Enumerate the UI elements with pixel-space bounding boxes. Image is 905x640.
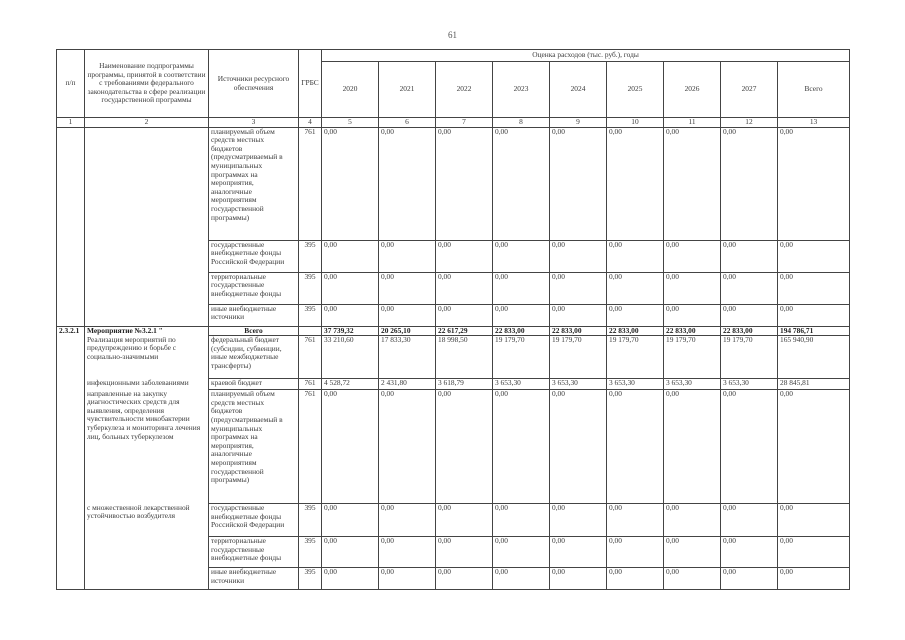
value-cell: 3 653,30: [550, 379, 607, 390]
value-cell: 0,00: [664, 568, 721, 590]
source-cell: краевой бюджет: [209, 379, 299, 390]
value-cell: 22 833,00: [550, 326, 607, 336]
value-cell: 0,00: [379, 504, 436, 537]
value-cell: 0,00: [379, 568, 436, 590]
value-cell: 19 179,70: [664, 336, 721, 379]
value-cell: 22 833,00: [664, 326, 721, 336]
value-cell: 0,00: [607, 568, 664, 590]
source-cell: планируемый объем средств местных бюджетов (предусматриваемый в муниципальных программах на мероприятия, аналогичные мероприятиям государственной программы): [209, 390, 299, 504]
value-cell: 0,00: [322, 272, 379, 304]
header-year: 2021: [379, 62, 436, 118]
value-cell: 0,00: [379, 537, 436, 568]
value-cell: 0,00: [607, 537, 664, 568]
measure-name-part: Мероприятие №3.2.1 ": [85, 326, 209, 336]
header-name: Наименование подпрограммы программы, принятой в соответствии с требованиями федерального законодательства в сфере реализации государственной программы: [85, 50, 209, 118]
value-cell: 0,00: [436, 504, 493, 537]
value-cell: 22 833,00: [493, 326, 550, 336]
value-cell: 0,00: [379, 272, 436, 304]
value-cell: 0,00: [550, 240, 607, 272]
table-row: [57, 390, 850, 504]
value-cell: 3 653,30: [664, 379, 721, 390]
value-cell: 0,00: [721, 127, 778, 240]
value-cell: 0,00: [322, 127, 379, 240]
value-cell: 28 845,81: [778, 379, 850, 390]
value-cell: 0,00: [436, 390, 493, 504]
value-cell: 0,00: [322, 537, 379, 568]
value-cell: 0,00: [721, 304, 778, 326]
value-cell: 3 653,30: [721, 379, 778, 390]
header-num: п/п: [57, 50, 85, 118]
value-cell: 194 786,71: [778, 326, 850, 336]
grbs-cell: 395: [299, 272, 322, 304]
header-total: Всего: [778, 62, 850, 118]
value-cell: 20 265,10: [379, 326, 436, 336]
value-cell: 0,00: [721, 537, 778, 568]
grbs-cell: 395: [299, 304, 322, 326]
source-cell: территориальные государственные внебюджетные фонды: [209, 537, 299, 568]
column-number: 8: [493, 118, 550, 128]
value-cell: 0,00: [721, 504, 778, 537]
value-cell: 0,00: [550, 272, 607, 304]
column-number: 9: [550, 118, 607, 128]
source-cell: территориальные государственные внебюджетные фонды: [209, 272, 299, 304]
grbs-cell: 761: [299, 379, 322, 390]
header-grbs: ГРБС: [299, 50, 322, 118]
measure-name-part: инфекционными заболеваниями: [85, 379, 209, 390]
value-cell: 0,00: [550, 537, 607, 568]
column-number: 2: [85, 118, 209, 128]
value-cell: 3 653,30: [607, 379, 664, 390]
table-row: [57, 127, 850, 240]
measure-name-part: направленные на закупку диагностических средств для выявления, определения чувствительности микобактерии туберкулеза и мониторинга лечения лиц, больных туберкулезом: [85, 390, 209, 504]
row-num-cell: [57, 127, 85, 326]
measure-number: 2.3.2.1: [57, 326, 85, 590]
grbs-cell: 761: [299, 127, 322, 240]
value-cell: 0,00: [436, 272, 493, 304]
value-cell: 0,00: [493, 304, 550, 326]
value-cell: 0,00: [664, 127, 721, 240]
value-cell: 0,00: [778, 537, 850, 568]
value-cell: 33 210,60: [322, 336, 379, 379]
value-cell: 0,00: [664, 504, 721, 537]
value-cell: 0,00: [664, 390, 721, 504]
grbs-cell: 395: [299, 504, 322, 537]
grbs-cell: 395: [299, 568, 322, 590]
table-row: [57, 336, 850, 379]
column-number: 4: [299, 118, 322, 128]
table-row: [57, 504, 850, 537]
row-name-cell: [85, 127, 209, 326]
value-cell: 0,00: [493, 537, 550, 568]
grbs-cell: [299, 326, 322, 336]
header-year: 2026: [664, 62, 721, 118]
value-cell: 0,00: [322, 304, 379, 326]
value-cell: 0,00: [778, 127, 850, 240]
header-column-numbers: [57, 118, 850, 128]
value-cell: 19 179,70: [493, 336, 550, 379]
measure-name-part: Реализация мероприятий по предупреждению и борьбе с социально-значимыми: [85, 336, 209, 379]
value-cell: 0,00: [436, 127, 493, 240]
value-cell: 0,00: [322, 568, 379, 590]
value-cell: 0,00: [664, 240, 721, 272]
value-cell: 0,00: [379, 304, 436, 326]
value-cell: 2 431,80: [379, 379, 436, 390]
column-number: 13: [778, 118, 850, 128]
column-number: 10: [607, 118, 664, 128]
column-number: 12: [721, 118, 778, 128]
column-number: 3: [209, 118, 299, 128]
column-number: 6: [379, 118, 436, 128]
grbs-cell: 395: [299, 537, 322, 568]
value-cell: 0,00: [607, 240, 664, 272]
source-cell: иные внебюджетные источники: [209, 304, 299, 326]
value-cell: 0,00: [607, 272, 664, 304]
value-cell: 0,00: [664, 537, 721, 568]
value-cell: 22 833,00: [721, 326, 778, 336]
value-cell: 0,00: [550, 390, 607, 504]
value-cell: 0,00: [493, 504, 550, 537]
value-cell: 0,00: [664, 304, 721, 326]
value-cell: 17 833,30: [379, 336, 436, 379]
value-cell: 0,00: [721, 272, 778, 304]
header-row-1: [57, 50, 850, 62]
value-cell: 18 998,50: [436, 336, 493, 379]
value-cell: 0,00: [436, 568, 493, 590]
header-year: 2027: [721, 62, 778, 118]
value-cell: 0,00: [550, 127, 607, 240]
table-row-total: [57, 326, 850, 336]
measure-name-part: с множественной лекарственной устойчивостью возбудителя: [85, 504, 209, 590]
value-cell: 0,00: [493, 127, 550, 240]
value-cell: 0,00: [607, 390, 664, 504]
value-cell: 0,00: [721, 568, 778, 590]
header-year: 2023: [493, 62, 550, 118]
value-cell: 0,00: [493, 272, 550, 304]
header-year: 2022: [436, 62, 493, 118]
source-cell: Всего: [209, 326, 299, 336]
header-year: 2024: [550, 62, 607, 118]
value-cell: 0,00: [778, 390, 850, 504]
column-number: 11: [664, 118, 721, 128]
value-cell: 0,00: [322, 390, 379, 504]
value-cell: 0,00: [436, 240, 493, 272]
value-cell: 0,00: [664, 272, 721, 304]
value-cell: 3 653,30: [493, 379, 550, 390]
source-cell: иные внебюджетные источники: [209, 568, 299, 590]
value-cell: 0,00: [379, 127, 436, 240]
budget-table: [56, 49, 850, 590]
value-cell: 0,00: [379, 390, 436, 504]
value-cell: 0,00: [379, 240, 436, 272]
value-cell: 3 618,79: [436, 379, 493, 390]
column-number: 5: [322, 118, 379, 128]
header-year: 2025: [607, 62, 664, 118]
value-cell: 0,00: [436, 304, 493, 326]
value-cell: 0,00: [436, 537, 493, 568]
header-source: Источники ресурсного обеспечения: [209, 50, 299, 118]
header-year: 2020: [322, 62, 379, 118]
value-cell: 0,00: [607, 304, 664, 326]
value-cell: 22 833,00: [607, 326, 664, 336]
value-cell: 0,00: [778, 304, 850, 326]
source-cell: федеральный бюджет (субсидии, субвенции, иные межбюджетные трансферты): [209, 336, 299, 379]
value-cell: 0,00: [322, 240, 379, 272]
value-cell: 0,00: [607, 127, 664, 240]
grbs-cell: 395: [299, 240, 322, 272]
value-cell: 19 179,70: [607, 336, 664, 379]
value-cell: 0,00: [778, 568, 850, 590]
grbs-cell: 761: [299, 336, 322, 379]
page-number: 61: [448, 30, 457, 40]
column-number: 1: [57, 118, 85, 128]
value-cell: 0,00: [607, 504, 664, 537]
value-cell: 37 739,32: [322, 326, 379, 336]
value-cell: 0,00: [550, 504, 607, 537]
column-number: 7: [436, 118, 493, 128]
value-cell: 22 617,29: [436, 326, 493, 336]
table-row: [57, 379, 850, 390]
value-cell: 0,00: [778, 272, 850, 304]
value-cell: 19 179,70: [550, 336, 607, 379]
value-cell: 0,00: [493, 568, 550, 590]
header-estimate: Оценка расходов (тыс. руб.), годы: [322, 50, 850, 62]
value-cell: 4 528,72: [322, 379, 379, 390]
value-cell: 0,00: [493, 390, 550, 504]
value-cell: 0,00: [550, 568, 607, 590]
value-cell: 0,00: [721, 390, 778, 504]
grbs-cell: 761: [299, 390, 322, 504]
value-cell: 0,00: [550, 304, 607, 326]
value-cell: 0,00: [721, 240, 778, 272]
value-cell: 19 179,70: [721, 336, 778, 379]
value-cell: 0,00: [778, 504, 850, 537]
value-cell: 0,00: [493, 240, 550, 272]
value-cell: 0,00: [778, 240, 850, 272]
value-cell: 0,00: [322, 504, 379, 537]
source-cell: государственные внебюджетные фонды Российской Федерации: [209, 240, 299, 272]
source-cell: государственные внебюджетные фонды Российской Федерации: [209, 504, 299, 537]
value-cell: 165 940,90: [778, 336, 850, 379]
source-cell: планируемый объем средств местных бюджетов (предусматриваемый в муниципальных программах на мероприятия, аналогичные мероприятиям государственной программы): [209, 127, 299, 240]
